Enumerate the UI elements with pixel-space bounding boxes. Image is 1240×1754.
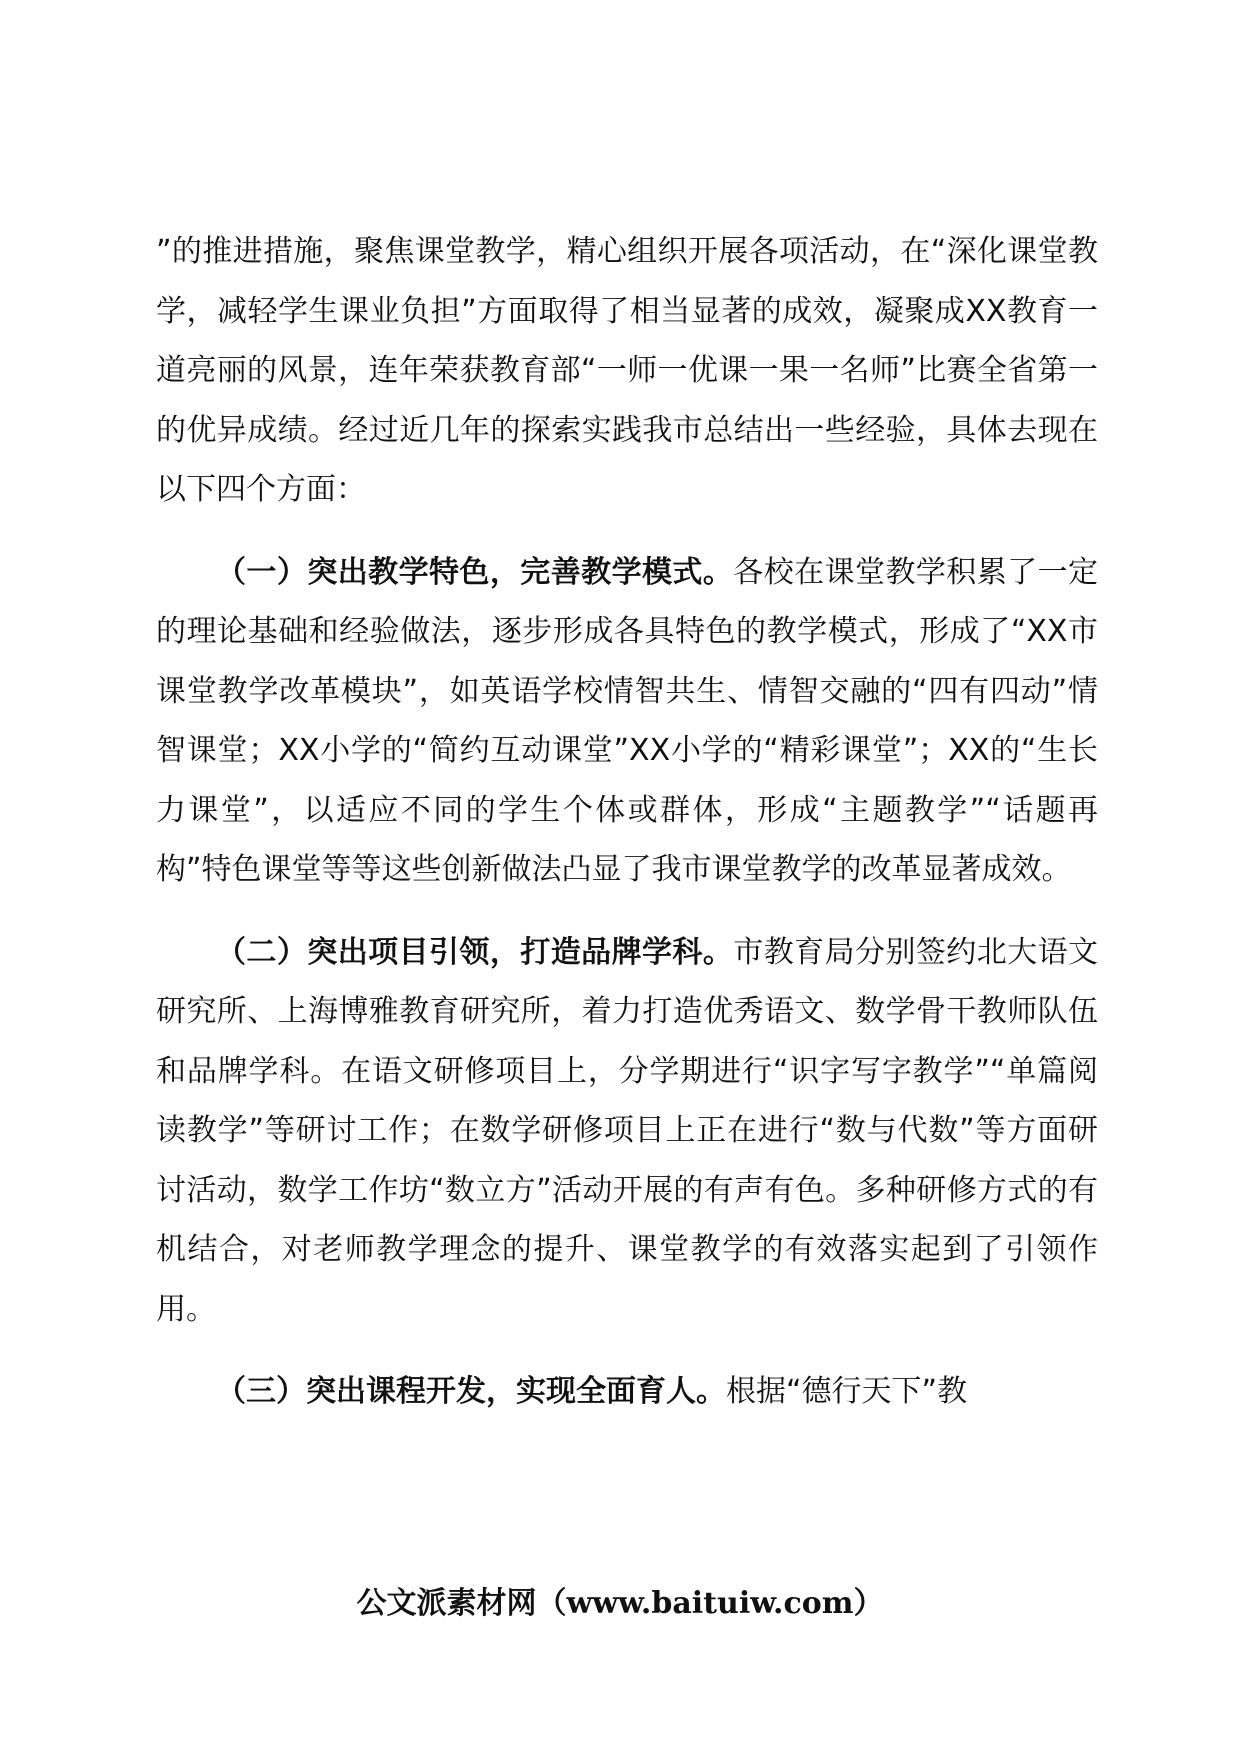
paragraph-section-3 [156,1362,1098,1422]
paragraph-intro [156,222,1098,520]
paragraph-text: 市教育局分别签约北大语文研究所、上海博雅教育研究所，着力打造优秀语文、数学骨干教师队伍和品牌学科。在语文研修项目上，分学期进行“识字写字教学”“单篇阅读教学”等研讨工作；在数学研修项目上正在进行“数与代数”等方面研讨活动，数学工作坊“数立方”活动开展的有声有色。多种研修方式的有机结合，对老师教学理念的提升、课堂教学的有效落实起到了引领作用。 [156,934,1099,1327]
paragraph-text: 根据“德行天下”教 [726,1374,968,1409]
page-footer: 公文派素材网（www.baituiw.com） [356,1586,884,1621]
paragraph-section-1 [156,543,1098,900]
section-heading: （三）突出课程开发，实现全面育人。 [216,1374,726,1409]
section-heading: （二）突出项目引领，打造品牌学科。 [216,934,734,970]
section-heading: （一）突出教学特色，完善教学模式。 [216,554,734,590]
paragraph-section-2 [156,923,1098,1340]
paragraph-text: ”的推进措施，聚焦课堂教学，精心组织开展各项活动，在“深化课堂教学，减轻学生课业负担”方面取得了相当显著的成效，凝聚成XX教育一道亮丽的风景，连年荣获教育部“一师一优课一果一名师”比赛全省第一的优异成绩。经过近几年的探索实践我市总结出一些经验，具体去现在以下四个方面： [156,234,1098,507]
paragraph-text: 各校在课堂教学积累了一定的理论基础和经验做法，逐步形成各具特色的教学模式，形成了“XX市课堂教学改革模块”，如英语学校情智共生、情智交融的“四有四动”情智课堂；XX小学的“简约互动课堂”XX小学的“精彩课堂”；XX的“生长力课堂”，以适应不同的学生个体或群体，形成“主题教学”“话题再构”特色课堂等等这些创新做法凸显了我市课堂教学的改革显著成效。 [156,554,1099,887]
document-body [156,222,1098,1422]
